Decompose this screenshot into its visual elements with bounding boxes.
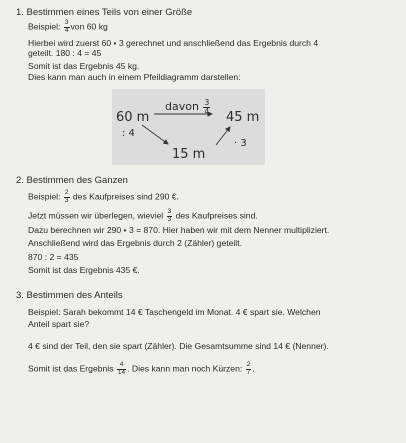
diagram-left-value: 60 m xyxy=(116,110,150,125)
diagram-top-fraction: $\frac{3}{4}$ xyxy=(204,98,210,116)
section2-line4: 870 : 2 = 435 xyxy=(28,252,79,262)
diagram-right-value: 45 m xyxy=(226,110,260,125)
diagram-bottom-value: 15 m xyxy=(172,147,206,162)
section3-line2: Anteil spart sie? xyxy=(28,319,90,329)
left-arrow xyxy=(142,125,168,144)
example-fraction: $\frac{3}{4}$ xyxy=(64,19,69,34)
section2-line5: Somit ist das Ergebnis 435 €. xyxy=(28,265,140,275)
section2-line1: Jetzt müssen wir überlegen, wieviel $\frac{3}{3}$ des Kaufpreises sind. xyxy=(28,208,258,223)
section2-heading: 2. Bestimmen des Ganzen xyxy=(16,175,128,186)
diagram-left-operation: : 4 xyxy=(122,128,135,139)
section1-example xyxy=(28,20,108,34)
diagram-top-label: davon $\frac{3}{4}$ xyxy=(165,98,210,116)
reduced-fraction: $\frac{2}{7}$ xyxy=(246,361,251,376)
section2-line2: Dazu berechnen wir 290 • 3 = 870. Hier haben wir mit dem Nenner multipliziert. xyxy=(28,225,330,235)
section1-heading: 1. Bestimmen eines Teils von einer Größe xyxy=(16,7,193,18)
section1-line1: Hierbei wird zuerst 60 • 3 gerechnet und anschließend das Ergebnis durch 4 xyxy=(28,38,319,48)
example-suffix: von 60 kg xyxy=(70,21,108,32)
section3-line1: Beispiel: Sarah bekommt 14 € Taschengeld im Monat. 4 € spart sie. Welchen xyxy=(28,307,321,317)
result-fraction: $\frac{4}{14}$ xyxy=(117,361,126,376)
inline-fraction: $\frac{3}{3}$ xyxy=(167,208,172,223)
section2-line3: Anschließend wird das Ergebnis durch 2 (Zähler) geteilt. xyxy=(28,238,242,248)
section1-line4: Dies kann man auch in einem Pfeildiagramm darstellen: xyxy=(28,72,241,82)
section1-line2: geteilt. 180 : 4 = 45 xyxy=(28,48,102,58)
section3-line3: 4 € sind der Teil, den sie spart (Zähler). Die Gesamtsumme sind 14 € (Nenner). xyxy=(28,341,329,351)
section3-heading: 3. Bestimmen des Anteils xyxy=(16,290,123,301)
example-suffix: des Kaufpreises sind 290 €. xyxy=(72,191,179,202)
example-label: Beispiel: xyxy=(28,191,61,202)
diagram-right-operation: · 3 xyxy=(234,138,247,149)
right-arrow xyxy=(216,127,230,145)
example-label: Beispiel: xyxy=(28,21,61,32)
section1-line3: Somit ist das Ergebnis 45 kg. xyxy=(28,61,140,71)
arrow-diagram xyxy=(112,89,265,165)
example-fraction: $\frac{2}{3}$ xyxy=(64,189,69,204)
section3-line4: Somit ist das Ergebnis $\frac{4}{14}$ . Dies kann man noch Kürzen: $\frac{2}{7}$ . xyxy=(28,361,255,376)
section2-example xyxy=(28,190,179,204)
